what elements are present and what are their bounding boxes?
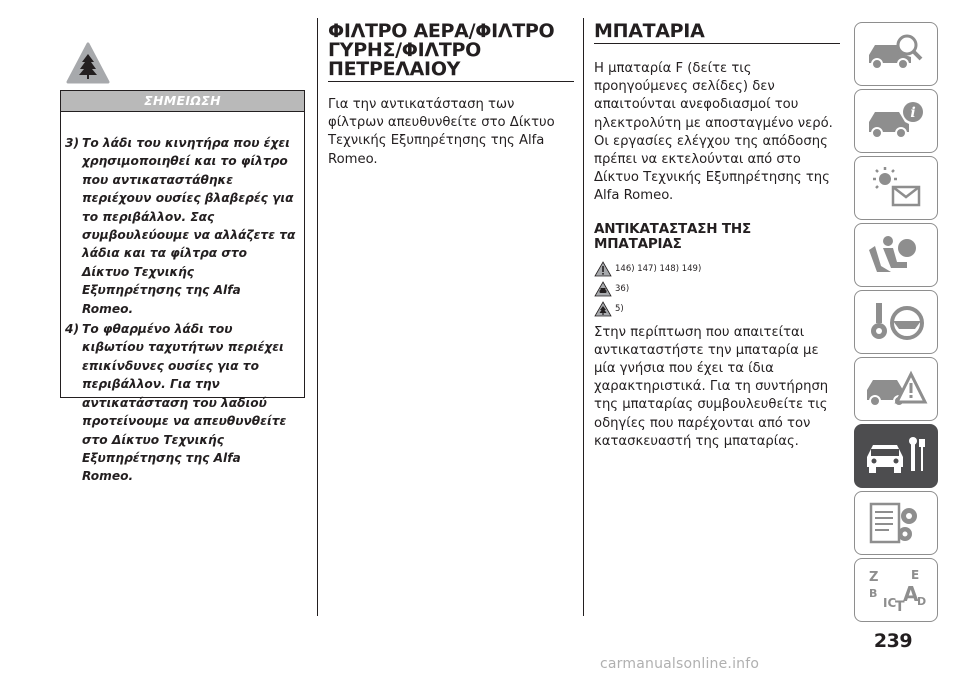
note-header: ΣΗΜΕΙΩΣΗ <box>61 91 304 112</box>
warning-icon <box>594 261 612 277</box>
tab-safety[interactable] <box>854 156 938 220</box>
svg-text:B: B <box>869 587 878 600</box>
key-steering-wheel-icon <box>863 299 929 345</box>
environment-tree-icon <box>594 301 612 317</box>
warning-lights-message-icon <box>863 165 929 211</box>
battery-section <box>594 22 840 451</box>
caution-car-icon <box>594 281 612 297</box>
car-maintenance-tools-icon <box>863 433 929 479</box>
battery-heading: ΜΠΑΤΑΡΙΑ <box>594 22 840 44</box>
filters-heading: ΦΙΛΤΡΟ ΑΕΡΑ/ΦΙΛΤΡΟ ΓΥΡΗΣ/ΦΙΛΤΡΟ ΠΕΤΡΕΛΑΙΟΥ <box>328 22 574 82</box>
caution-reference-number: 36) <box>615 283 630 294</box>
svg-text:i: i <box>910 105 916 121</box>
svg-text:T: T <box>895 599 905 613</box>
note-item <box>65 134 296 318</box>
battery-intro: Η μπαταρία F (δείτε τις προηγούμενες σελίδες) δεν απαιτούνται ανεφοδιασμοί του ηλεκτρολύτη με αποσταγμένο νερό. Οι εργασίες ελέγχου της απόδοσης πρέπει να εκτελούνται από στο Δίκτυο Τεχνικής Εξυπηρέτησης της Alfa Romeo. <box>594 61 833 204</box>
column-divider <box>317 18 318 616</box>
tab-maintenance[interactable] <box>854 424 938 488</box>
page-number: 239 <box>873 630 913 652</box>
note-list <box>61 112 304 486</box>
warning-reference-numbers: 146) 147) 148) 149) <box>615 263 702 274</box>
technical-data-gears-icon <box>863 500 929 546</box>
tab-dashboard[interactable] <box>854 89 938 153</box>
svg-text:Z: Z <box>869 570 879 585</box>
watermark: carmanualsonline.info <box>600 656 760 672</box>
environment-warning-icon <box>66 42 110 86</box>
note-item-text: Το φθαρμένο λάδι του κιβωτίου ταχυτήτων περιέχει επικίνδυνες ουσίες για το περιβάλλον. Για την αντικατάσταση του λαδιού προτείνουμε να απευθυνθείτε στο Δίκτυο Τεχνικής Εξυπηρέτησης της Alfa Romeo. <box>82 322 287 484</box>
warning-references <box>594 260 840 278</box>
tab-index[interactable] <box>854 558 938 622</box>
tab-emergency[interactable] <box>854 357 938 421</box>
svg-text:E: E <box>911 568 920 582</box>
car-info-icon <box>863 98 929 144</box>
note-item <box>65 320 296 486</box>
note-item-number: 4) <box>65 322 80 337</box>
filters-section <box>328 22 574 169</box>
caution-references <box>594 280 840 298</box>
battery-replacement-heading: ΑΝΤΙΚΑΤΑΣΤΑΣΗ ΤΗΣ ΜΠΑΤΑΡΙΑΣ <box>594 220 751 252</box>
note-box <box>60 90 305 484</box>
battery-replacement-body: Στην περίπτωση που απαιτείται αντικαταστήστε την μπαταρία με μία γνήσια που έχει τα ίδια χαρακτηριστικά. Για τη συντήρηση της μπαταρίας συμβουλευθείτε τις οδηγίες που παρέχονται από τον κατασκευαστή της μπαταρίας. <box>594 324 829 449</box>
car-search-icon <box>863 31 929 77</box>
environment-reference-number: 5) <box>615 303 624 314</box>
car-breakdown-icon <box>863 366 929 412</box>
tab-knowing-your-car[interactable] <box>854 22 938 86</box>
filters-body: Για την αντικατάσταση των φίλτρων απευθυνθείτε στο Δίκτυο Τεχνικής Εξυπηρέτησης της Alfa Romeo. <box>328 97 555 167</box>
chapter-tabs <box>854 22 940 625</box>
note-item-number: 3) <box>65 136 80 150</box>
column-divider <box>583 18 584 616</box>
tab-technical-data[interactable] <box>854 491 938 555</box>
tab-starting-driving[interactable] <box>854 290 938 354</box>
svg-text:IC: IC <box>883 596 897 610</box>
svg-text:D: D <box>917 595 927 608</box>
seat-airbag-icon <box>863 232 929 278</box>
environment-references <box>594 300 840 318</box>
note-item-text: Το λάδι του κινητήρα που έχει χρησιμοποιηθεί και το φίλτρο που αντικαταστάθηκε περιέχουν ουσίες βλαβερές για το περιβάλλον. Σας συμβουλεύουμε να αλλάζετε τα λάδια και τα φίλτρα στο Δίκτυο Τεχνικής Εξυπηρέτησης της Alfa Romeo. <box>82 136 296 316</box>
tab-seats-airbag[interactable] <box>854 223 938 287</box>
svg-text:A: A <box>903 582 919 606</box>
alphabetical-index-icon <box>863 567 929 613</box>
